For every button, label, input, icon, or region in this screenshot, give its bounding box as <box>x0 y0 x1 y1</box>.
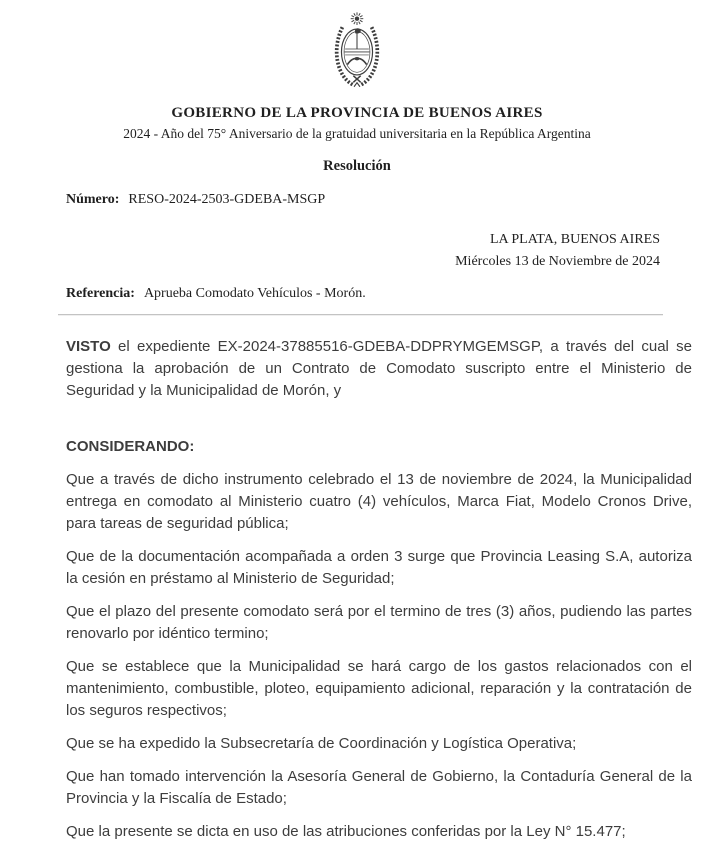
number-value: RESO-2024-2503-GDEBA-MSGP <box>128 192 326 207</box>
place-line: LA PLATA, BUENOS AIRES <box>489 232 660 247</box>
considerando-paragraph: Que la presente se dicta en uso de las atribuciones conferidas por la Ley N° 15.477; <box>66 823 626 840</box>
reference-label: Referencia: <box>66 286 135 301</box>
document-type-title: Resolución <box>323 158 391 174</box>
document-meta <box>0 192 714 302</box>
argentina-coat-of-arms-icon <box>320 9 394 92</box>
considerando-paragraph: Que de la documentación acompañada a orden 3 surge que Provincia Leasing S.A, autoriza la cesión en préstamo al Ministerio de Seguridad; <box>66 548 692 587</box>
number-label: Número: <box>66 192 120 207</box>
header-divider <box>58 314 663 315</box>
considerando-paragraph: Que se ha expedido la Subsecretaría de Coordinación y Logística Operativa; <box>66 735 577 752</box>
considerando-paragraph: Que se establece que la Municipalidad se hará cargo de los gastos relacionados con el mantenimiento, combustible, ploteo, equipamiento adicional, reparación y la contratación de los seguros respectivos; <box>66 658 692 719</box>
visto-label: VISTO <box>66 338 111 355</box>
reference-value: Aprueba Comodato Vehículos - Morón. <box>143 286 366 301</box>
header-organization: GOBIERNO DE LA PROVINCIA DE BUENOS AIRES <box>171 105 543 121</box>
considerando-paragraphs <box>66 469 692 843</box>
reference-line <box>66 286 692 302</box>
header-year-motto: 2024 - Año del 75° Aniversario de la gratuidad universitaria en la República Argentina <box>123 126 591 141</box>
visto-text: el expediente EX-2024-37885516-GDEBA-DDPRYMGEMSGP, a través del cual se gestiona la aprobación de un Contrato de Comodato suscripto entre el Ministerio de Seguridad y la Municipalidad de Morón, y <box>66 338 692 399</box>
document-body <box>0 336 714 843</box>
considerando-paragraph: Que a través de dicho instrumento celebrado el 13 de noviembre de 2024, la Municipalidad entrega en comodato al Ministerio cuatro (4) vehículos, Marca Fiat, Modelo Cronos Drive, para tareas de seguridad pública; <box>66 471 692 532</box>
date-line: Miércoles 13 de Noviembre de 2024 <box>455 254 660 269</box>
considerando-paragraph: Que el plazo del presente comodato será por el termino de tres (3) años, pudiendo las partes renovarlo por idéntico termino; <box>66 603 692 642</box>
place-date-block <box>66 229 692 273</box>
considerando-paragraph: Que han tomado intervención la Asesoría General de Gobierno, la Contaduría General de la Provincia y la Fiscalía de Estado; <box>66 768 692 807</box>
considerando-heading: CONSIDERANDO: <box>66 438 195 455</box>
coat-of-arms-container <box>0 0 714 92</box>
visto-paragraph <box>66 336 692 402</box>
number-line <box>66 192 692 208</box>
